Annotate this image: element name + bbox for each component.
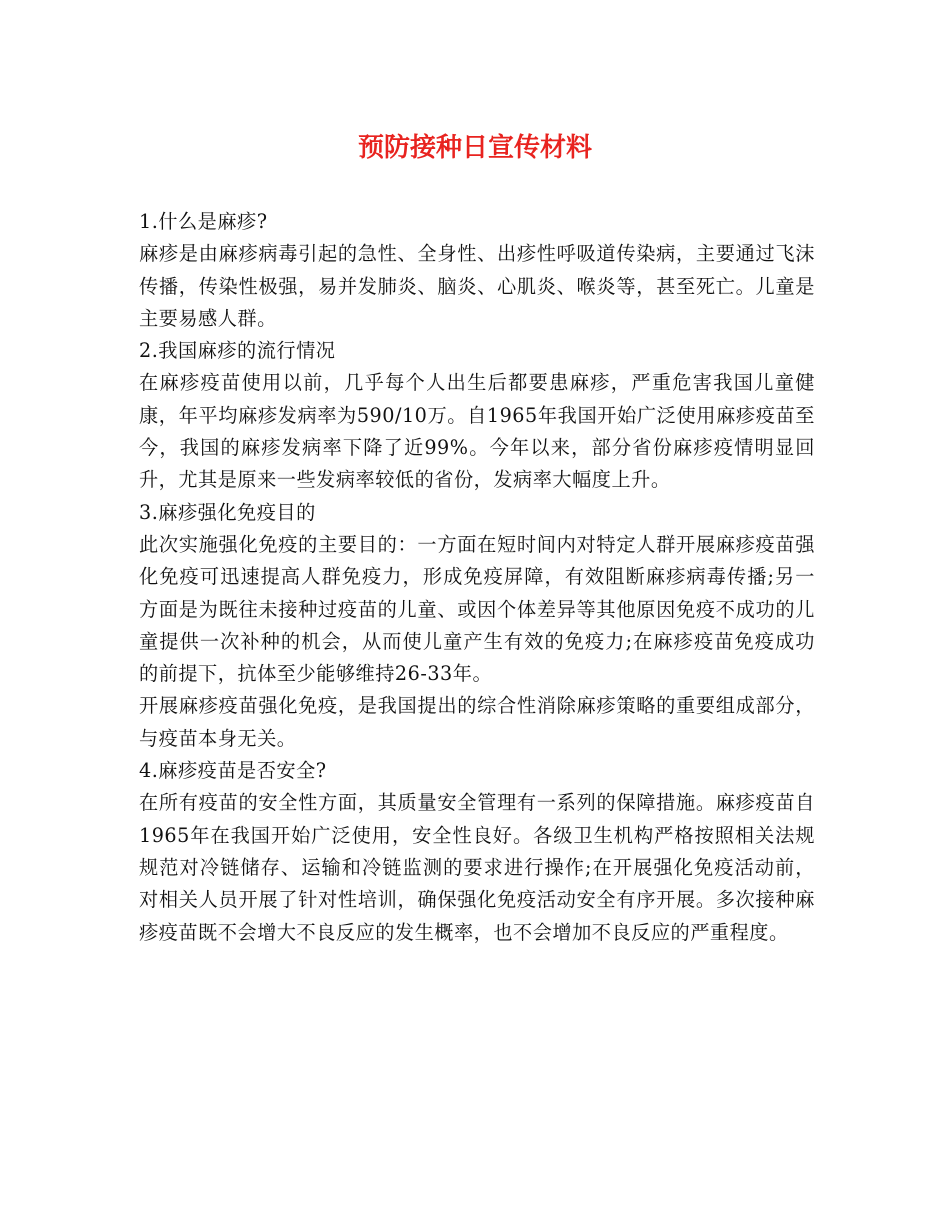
section-paragraph-1-1: 麻疹是由麻疹病毒引起的急性、全身性、出疹性呼吸道传染病，主要通过飞沫传播，传染性极强，易并发肺炎、脑炎、心肌炎、喉炎等，甚至死亡。儿童是主要易感人群。 <box>139 242 815 330</box>
section-paragraph-3-1: 此次实施强化免疫的主要目的：一方面在短时间内对特定人群开展麻疹疫苗强化免疫可迅速提高人群免疫力，形成免疫屏障，有效阻断麻疹病毒传播;另一方面是为既往未接种过疫苗的儿童、或因个体差异等其他原因免疫不成功的儿童提供一次补种的机会，从而使儿童产生有效的免疫力;在麻疹疫苗免疫成功的前提下，抗体至少能够维持26-33年。 <box>139 532 815 686</box>
section-paragraph-3-2: 开展麻疹疫苗强化免疫，是我国提出的综合性消除麻疹策略的重要组成部分，与疫苗本身无关。 <box>139 694 815 750</box>
section-paragraph-2-1: 在麻疹疫苗使用以前，几乎每个人出生后都要患麻疹，严重危害我国儿童健康，年平均麻疹发病率为590/10万。自1965年我国开始广泛使用麻疹疫苗至今，我国的麻疹发病率下降了近99%。今年以来，部分省份麻疹疫情明显回升，尤其是原来一些发病率较低的省份，发病率大幅度上升。 <box>139 371 815 492</box>
document-body <box>139 206 815 949</box>
section-heading-3: 3.麻疹强化免疫目的 <box>139 500 316 524</box>
section-paragraph-4-1: 在所有疫苗的安全性方面，其质量安全管理有一系列的保障措施。麻疹疫苗自1965年在我国开始广泛使用，安全性良好。各级卫生机构严格按照相关法规规范对冷链储存、运输和冷链监测的要求进行操作;在开展强化免疫活动前，对相关人员开展了针对性培训，确保强化免疫活动安全有序开展。多次接种麻疹疫苗既不会增大不良反应的发生概率，也不会增加不良反应的严重程度。 <box>139 791 815 944</box>
section-heading-4: 4.麻疹疫苗是否安全? <box>139 759 327 783</box>
section-heading-1: 1.什么是麻疹? <box>139 210 268 233</box>
section-heading-2: 2.我国麻疹的流行情况 <box>139 339 336 363</box>
document-title: 预防接种日宣传材料 <box>357 133 592 163</box>
